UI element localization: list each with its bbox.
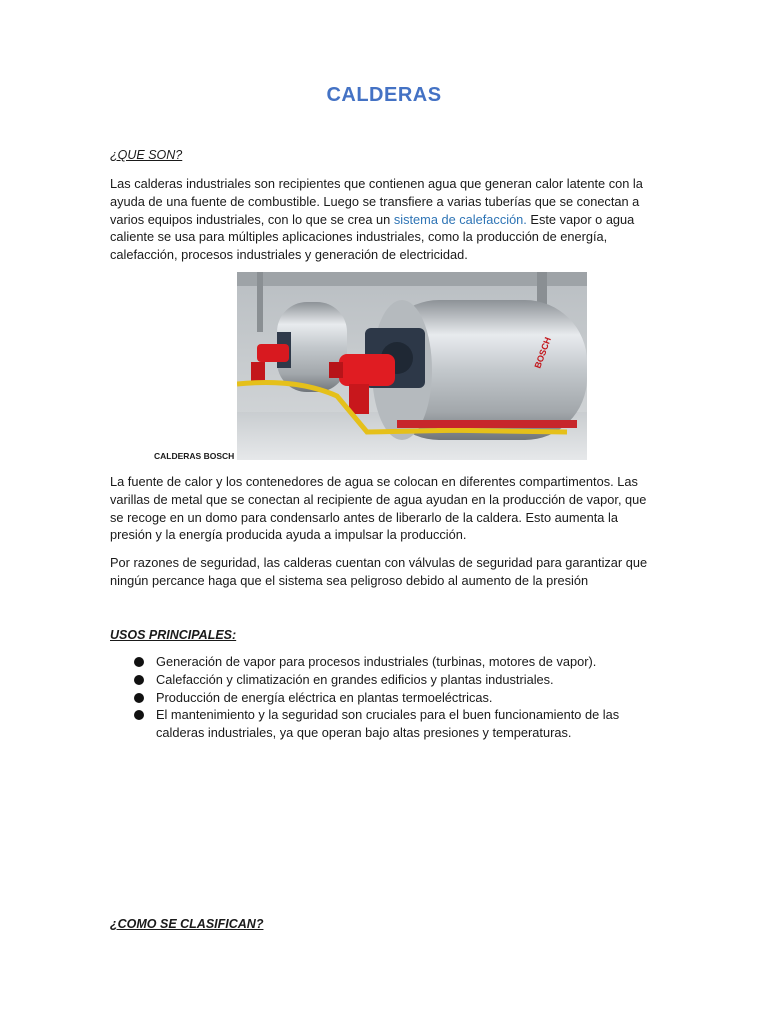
boiler-illustration: [237, 272, 587, 460]
figure-caption: CALDERAS BOSCH: [154, 451, 235, 461]
paragraph-intro: [110, 175, 658, 264]
paragraph-intro-text-a: Las calderas industriales son recipientes que contienen agua que generan calor latente con la ayuda de una fuente de combustible. Luego se transfiere a varias tuberías que se conectan a varios equipos industriales, con lo que se crea un: [110, 176, 643, 227]
boiler-brand-label: BOSCH: [532, 335, 554, 370]
paragraph-funcionamiento: La fuente de calor y los contenedores de agua se colocan en diferentes compartimentos. Las varillas de metal que se conectan al recipiente de agua ayudan en la producción de vapor, que se recoge en un domo para condensarlo antes de liberarlo de la caldera. Esto aumenta la presión y la energía producida ayuda a impulsar la producción.: [110, 474, 647, 543]
heading-como-se-clasifican: ¿COMO SE CLASIFICAN?: [110, 917, 264, 931]
bullet-icon: [134, 710, 144, 720]
list-item: El mantenimiento y la seguridad son cruciales para el buen funcionamiento de las calderas industriales, ya que operan bajo altas presiones y temperaturas.: [110, 706, 658, 742]
usos-list: [110, 653, 658, 742]
document-title: CALDERAS: [326, 84, 442, 106]
boiler-photo: [237, 272, 587, 460]
bullet-icon: [134, 657, 144, 667]
paragraph-intro-text-b: Este vapor o agua caliente se usa para múltiples aplicaciones industriales, como la producción de energía, calefacción, procesos industriales y generación de electricidad.: [110, 211, 635, 263]
heading-que-son: ¿QUE SON?: [110, 148, 183, 162]
link-sistema-calefaccion[interactable]: sistema de calefacción.: [393, 211, 527, 227]
bullet-icon: [134, 675, 144, 685]
list-item: Calefacción y climatización en grandes edificios y plantas industriales.: [110, 671, 658, 689]
list-item: Generación de vapor para procesos industriales (turbinas, motores de vapor).: [110, 653, 658, 671]
list-item: Producción de energía eléctrica en plantas termoeléctricas.: [110, 689, 658, 707]
heading-usos-principales: USOS PRINCIPALES:: [110, 628, 237, 642]
paragraph-seguridad: Por razones de seguridad, las calderas cuentan con válvulas de seguridad para garantizar que ningún percance haga que el sistema sea peligroso debido al aumento de la presión: [110, 555, 648, 588]
bullet-icon: [134, 693, 144, 703]
